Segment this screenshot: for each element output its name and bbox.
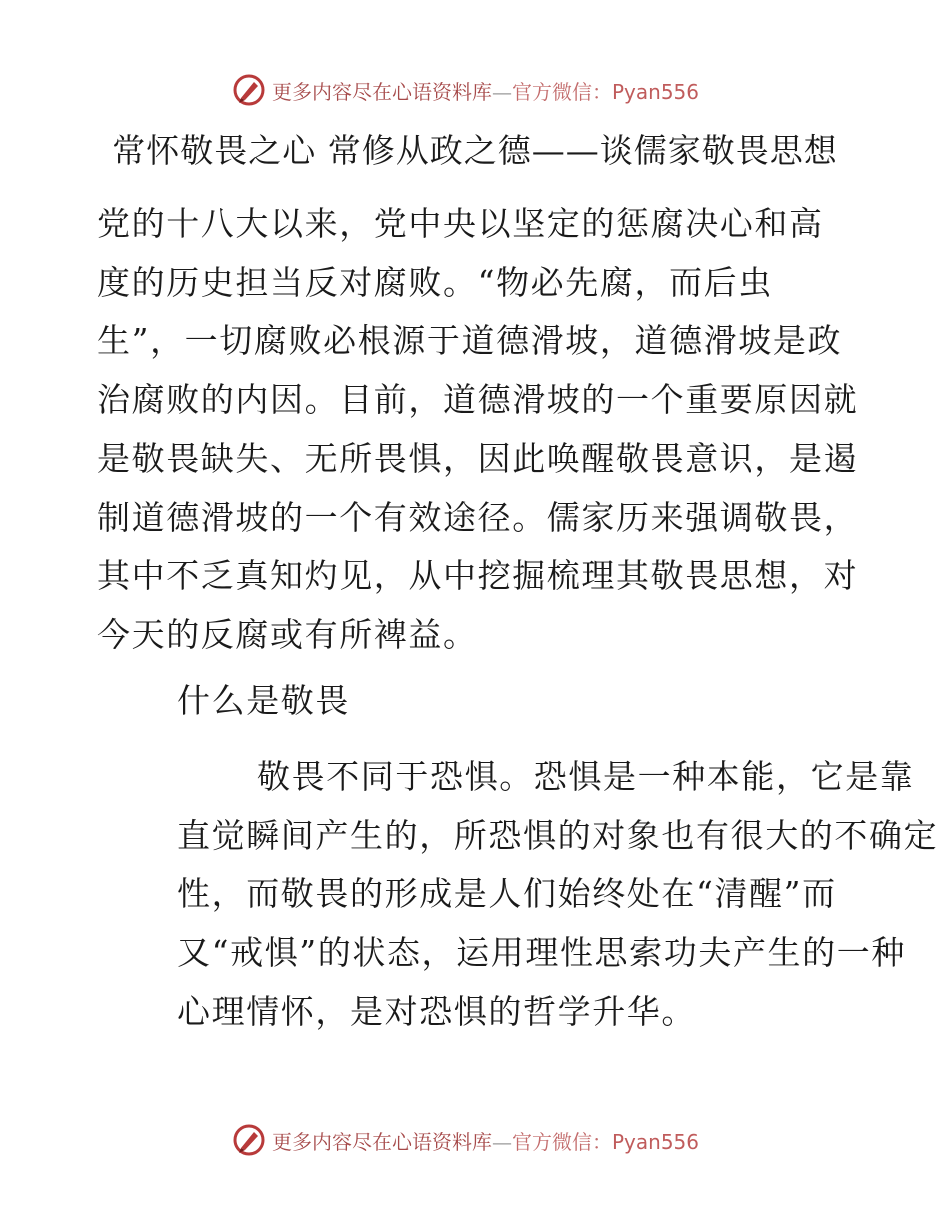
text-line: 治腐败的内因。目前，道德滑坡的一个重要原因就 — [97, 380, 859, 420]
text-line: 又“戒惧”的状态，运用理性思索功夫产生的一种 — [177, 933, 906, 973]
text-line: 党的十八大以来，党中央以坚定的惩腐决心和高 — [97, 204, 824, 243]
header-banner — [232, 72, 699, 108]
banner-wechat-label: 官方微信： — [512, 1129, 612, 1154]
banner-separator: — — [492, 79, 512, 104]
text-line: 性，而敬畏的形成是人们始终处在“清醒”而 — [177, 874, 837, 914]
pen-logo-icon — [232, 1123, 266, 1157]
section-heading: 什么是敬畏 — [177, 681, 350, 720]
text-line: 直觉瞬间产生的，所恐惧的对象也有很大的不确定 — [177, 815, 939, 855]
footer-banner — [232, 1122, 699, 1158]
banner-lead: 更多内容尽在心语资料库 — [272, 1129, 492, 1154]
banner-wechat-id: Pyan556 — [612, 79, 700, 104]
pen-logo-icon — [232, 73, 266, 107]
text-line: 制道德滑坡的一个有效途径。儒家历来强调敬畏， — [97, 497, 859, 537]
paragraph-definition — [97, 748, 939, 1042]
text-line: 敬畏不同于恐惧。恐惧是一种本能，它是靠 — [257, 757, 915, 796]
banner-separator: — — [492, 1129, 512, 1154]
text-line: 度的历史担当反对腐败。“物必先腐，而后虫 — [97, 262, 773, 302]
text-line: 生”，一切腐败必根源于道德滑坡，道德滑坡是政 — [97, 321, 843, 361]
banner-lead: 更多内容尽在心语资料库 — [272, 79, 492, 104]
banner-text — [272, 76, 699, 105]
banner-wechat-id: Pyan556 — [612, 1129, 700, 1154]
text-line: 今天的反腐或有所裨益。 — [97, 614, 478, 654]
page-title: 常怀敬畏之心 常修从政之德——谈儒家敬畏思想 — [112, 131, 838, 170]
text-line: 是敬畏缺失、无所畏惧，因此唤醒敬畏意识，是遏 — [97, 438, 859, 478]
text-line: 其中不乏真知灼见，从中挖掘梳理其敬畏思想，对 — [97, 556, 859, 596]
text-line: 心理情怀，是对恐惧的哲学升华。 — [177, 991, 696, 1031]
banner-text — [272, 1126, 699, 1155]
paragraph-intro — [97, 195, 857, 665]
banner-wechat-label: 官方微信： — [512, 79, 612, 104]
